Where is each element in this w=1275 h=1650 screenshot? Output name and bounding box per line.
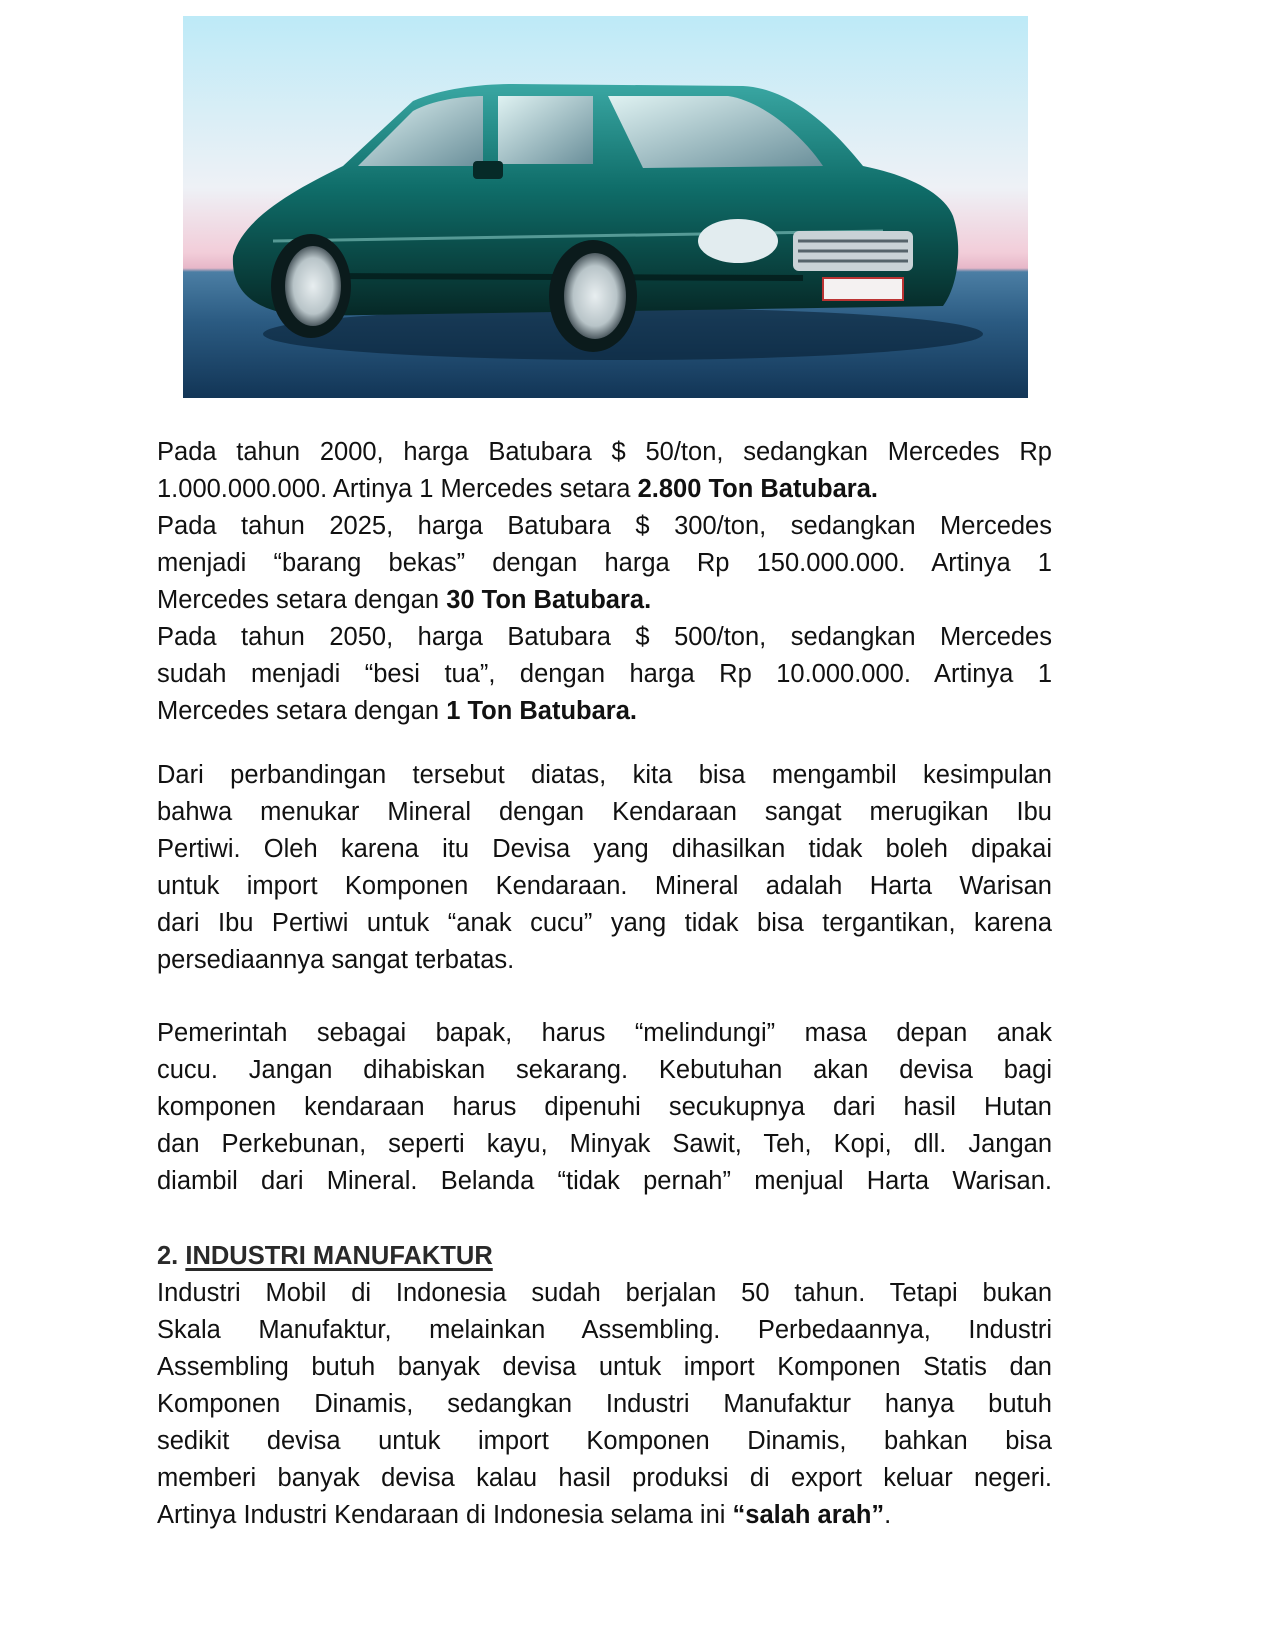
section-number: 2. bbox=[157, 1242, 186, 1270]
text-span: 1.000.000.000. Artinya 1 Mercedes setara bbox=[157, 475, 638, 503]
text-span: Artinya Industri Kendaraan di Indonesia selama ini bbox=[157, 1501, 733, 1529]
paragraph-price-comparison bbox=[157, 434, 1052, 730]
section-industri-manufaktur bbox=[157, 1238, 1052, 1534]
text-line: Pemerintah sebagai bapak, harus “melindungi” masa depan anak bbox=[157, 1019, 1052, 1047]
text-span: Mercedes setara dengan bbox=[157, 586, 447, 614]
bold-highlight: “salah arah” bbox=[732, 1501, 885, 1529]
section-heading bbox=[157, 1238, 1052, 1275]
text-line: untuk import Komponen Kendaraan. Mineral adalah Harta Warisan bbox=[157, 872, 1052, 900]
text-line: persediaannya sangat terbatas. bbox=[157, 946, 515, 974]
text-line: diambil dari Mineral. Belanda “tidak pernah” menjual Harta Warisan. bbox=[157, 1167, 1052, 1195]
car-photo bbox=[183, 16, 1028, 398]
paragraph-conclusion bbox=[157, 757, 1052, 979]
section-title: INDUSTRI MANUFAKTUR bbox=[185, 1242, 493, 1270]
text-line bbox=[157, 582, 1052, 619]
text-line: memberi banyak devisa kalau hasil produksi di export keluar negeri. bbox=[157, 1464, 1052, 1492]
text-line bbox=[157, 693, 1052, 730]
bold-highlight: 30 Ton Batubara. bbox=[446, 586, 652, 614]
text-line: Pada tahun 2000, harga Batubara $ 50/ton, sedangkan Mercedes Rp bbox=[157, 438, 1052, 466]
bold-highlight: 1 Ton Batubara. bbox=[446, 697, 637, 725]
text-span: . bbox=[884, 1501, 892, 1529]
text-line: dan Perkebunan, seperti kayu, Minyak Sawit, Teh, Kopi, dll. Jangan bbox=[157, 1130, 1052, 1158]
text-line: cucu. Jangan dihabiskan sekarang. Kebutuhan akan devisa bagi bbox=[157, 1056, 1052, 1084]
bold-highlight: 2.800 Ton Batubara. bbox=[637, 475, 878, 503]
text-line: Pada tahun 2025, harga Batubara $ 300/ton, sedangkan Mercedes bbox=[157, 512, 1052, 540]
mercedes-car-illustration bbox=[183, 16, 1028, 398]
text-line: Skala Manufaktur, melainkan Assembling. Perbedaannya, Industri bbox=[157, 1316, 1052, 1344]
text-line: Assembling butuh banyak devisa untuk import Komponen Statis dan bbox=[157, 1353, 1052, 1381]
text-line: sudah menjadi “besi tua”, dengan harga Rp 10.000.000. Artinya 1 bbox=[157, 660, 1052, 688]
paragraph-government bbox=[157, 1015, 1052, 1200]
text-line: menjadi “barang bekas” dengan harga Rp 150.000.000. Artinya 1 bbox=[157, 549, 1052, 577]
text-line: komponen kendaraan harus dipenuhi secukupnya dari hasil Hutan bbox=[157, 1093, 1052, 1121]
text-line: Dari perbandingan tersebut diatas, kita bisa mengambil kesimpulan bbox=[157, 761, 1052, 789]
text-line: Industri Mobil di Indonesia sudah berjalan 50 tahun. Tetapi bukan bbox=[157, 1279, 1052, 1307]
text-span: Mercedes setara dengan bbox=[157, 697, 447, 725]
text-line bbox=[157, 471, 1052, 508]
text-line: bahwa menukar Mineral dengan Kendaraan sangat merugikan Ibu bbox=[157, 798, 1052, 826]
text-line bbox=[157, 1497, 1052, 1534]
text-line: dari Ibu Pertiwi untuk “anak cucu” yang tidak bisa tergantikan, karena bbox=[157, 909, 1052, 937]
text-line: Komponen Dinamis, sedangkan Industri Manufaktur hanya butuh bbox=[157, 1390, 1052, 1418]
text-line: sedikit devisa untuk import Komponen Dinamis, bahkan bisa bbox=[157, 1427, 1052, 1455]
text-line: Pada tahun 2050, harga Batubara $ 500/ton, sedangkan Mercedes bbox=[157, 623, 1052, 651]
text-line: Pertiwi. Oleh karena itu Devisa yang dihasilkan tidak boleh dipakai bbox=[157, 835, 1052, 863]
